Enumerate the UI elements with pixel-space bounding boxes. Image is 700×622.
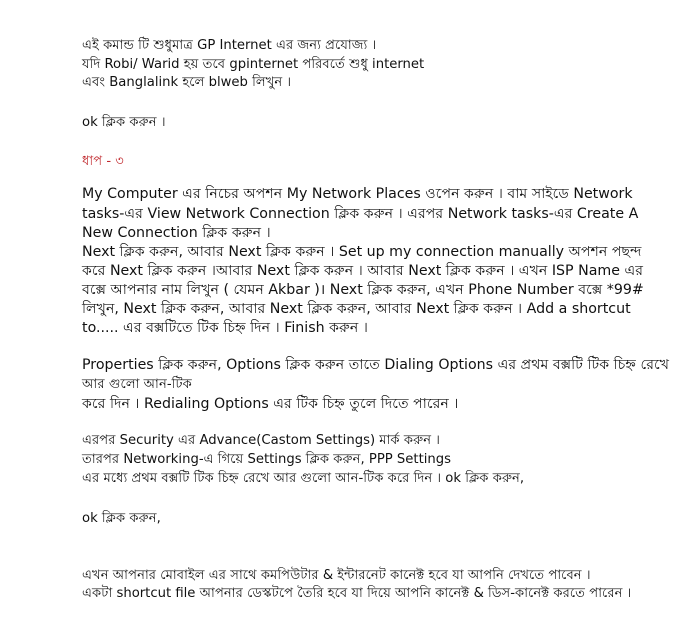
para1-line-4: Next ক্লিক করুন, আবার Next ক্লিক করুন । Set up my connection manually অপশন পছন্দ xyxy=(82,244,642,260)
para1-line-7: লিখুন, Next ক্লিক করুন, আবার Next ক্লিক করুন, আবার Next ক্লিক করুন । Add a shortcut xyxy=(82,301,631,317)
step-heading: ধাপ - ৩ xyxy=(82,154,124,169)
para1-line-8: to..... এর বক্সটিতে টিক চিহ্ন দিন । Finish করুন । xyxy=(82,320,368,336)
para1-line-3: New Connection ক্লিক করুন । xyxy=(82,225,271,241)
para1-line-1: My Computer এর নিচের অপশন My Network Places ওপেন করুন । বাম সাইডে Network xyxy=(82,186,633,202)
para2-line-3: করে দিন । Redialing Options এর টিক চিহ্ন তুলে দিতে পারেন । xyxy=(82,396,459,412)
para1-line-6: বক্সে আপনার নাম লিখুন ( যেমন Akbar )। Next ক্লিক করুন, এখন Phone Number বক্সে *99# xyxy=(82,282,644,298)
para1-line-5: করে Next ক্লিক করুন ।আবার Next ক্লিক করুন । আবার Next ক্লিক করুন । এখন ISP Name এর xyxy=(82,263,644,279)
ok-click-final: ok ক্লিক করুন, xyxy=(82,511,161,526)
closing-line-2: একটা shortcut file আপনার ডেস্কটপে তৈরি হবে যা দিয়ে আপনি কানেক্ট & ডিস-কানেক্ট করতে পারেন । xyxy=(82,586,632,601)
intro-line-3: এবং Banglalink হলে blweb লিখুন । xyxy=(82,75,292,90)
ok-click-instruction: ok ক্লিক করুন । xyxy=(82,115,166,130)
closing-line-1: এখন আপনার মোবাইল এর সাথে কমপিউটার & ইন্টারনেট কানেক্ট হবে যা আপনি দেখতে পাবেন । xyxy=(82,568,591,583)
para3-line-3: এর মধ্যে প্রথম বক্সটি টিক চিহ্ন রেখে আর গুলো আন-টিক করে দিন । ok ক্লিক করুন, xyxy=(82,471,525,486)
intro-line-1: এই কমান্ড টি শুধুমাত্র GP Internet এর জন্য প্রযোজ্য । xyxy=(82,38,377,53)
para2-line-1: Properties ক্লিক করুন, Options ক্লিক করুন তাতে Dialing Options এর প্রথম বক্সটি টিক চিহ্ন রেখে xyxy=(82,357,670,373)
para3-line-1: এরপর Security এর Advance(Castom Settings) মার্ক করুন । xyxy=(82,433,440,448)
para1-line-2: tasks-এর View Network Connection ক্লিক করুন । এরপর Network tasks-এর Create A xyxy=(82,206,639,222)
intro-line-2: যদি Robi/ Warid হয় তবে gpinternet পরিবর্তে শুধু internet xyxy=(82,57,425,72)
para3-line-2: তারপর Networking-এ গিয়ে Settings ক্লিক করুন, PPP Settings xyxy=(82,452,452,467)
para2-line-2: আর গুলো আন-টিক xyxy=(82,377,192,392)
